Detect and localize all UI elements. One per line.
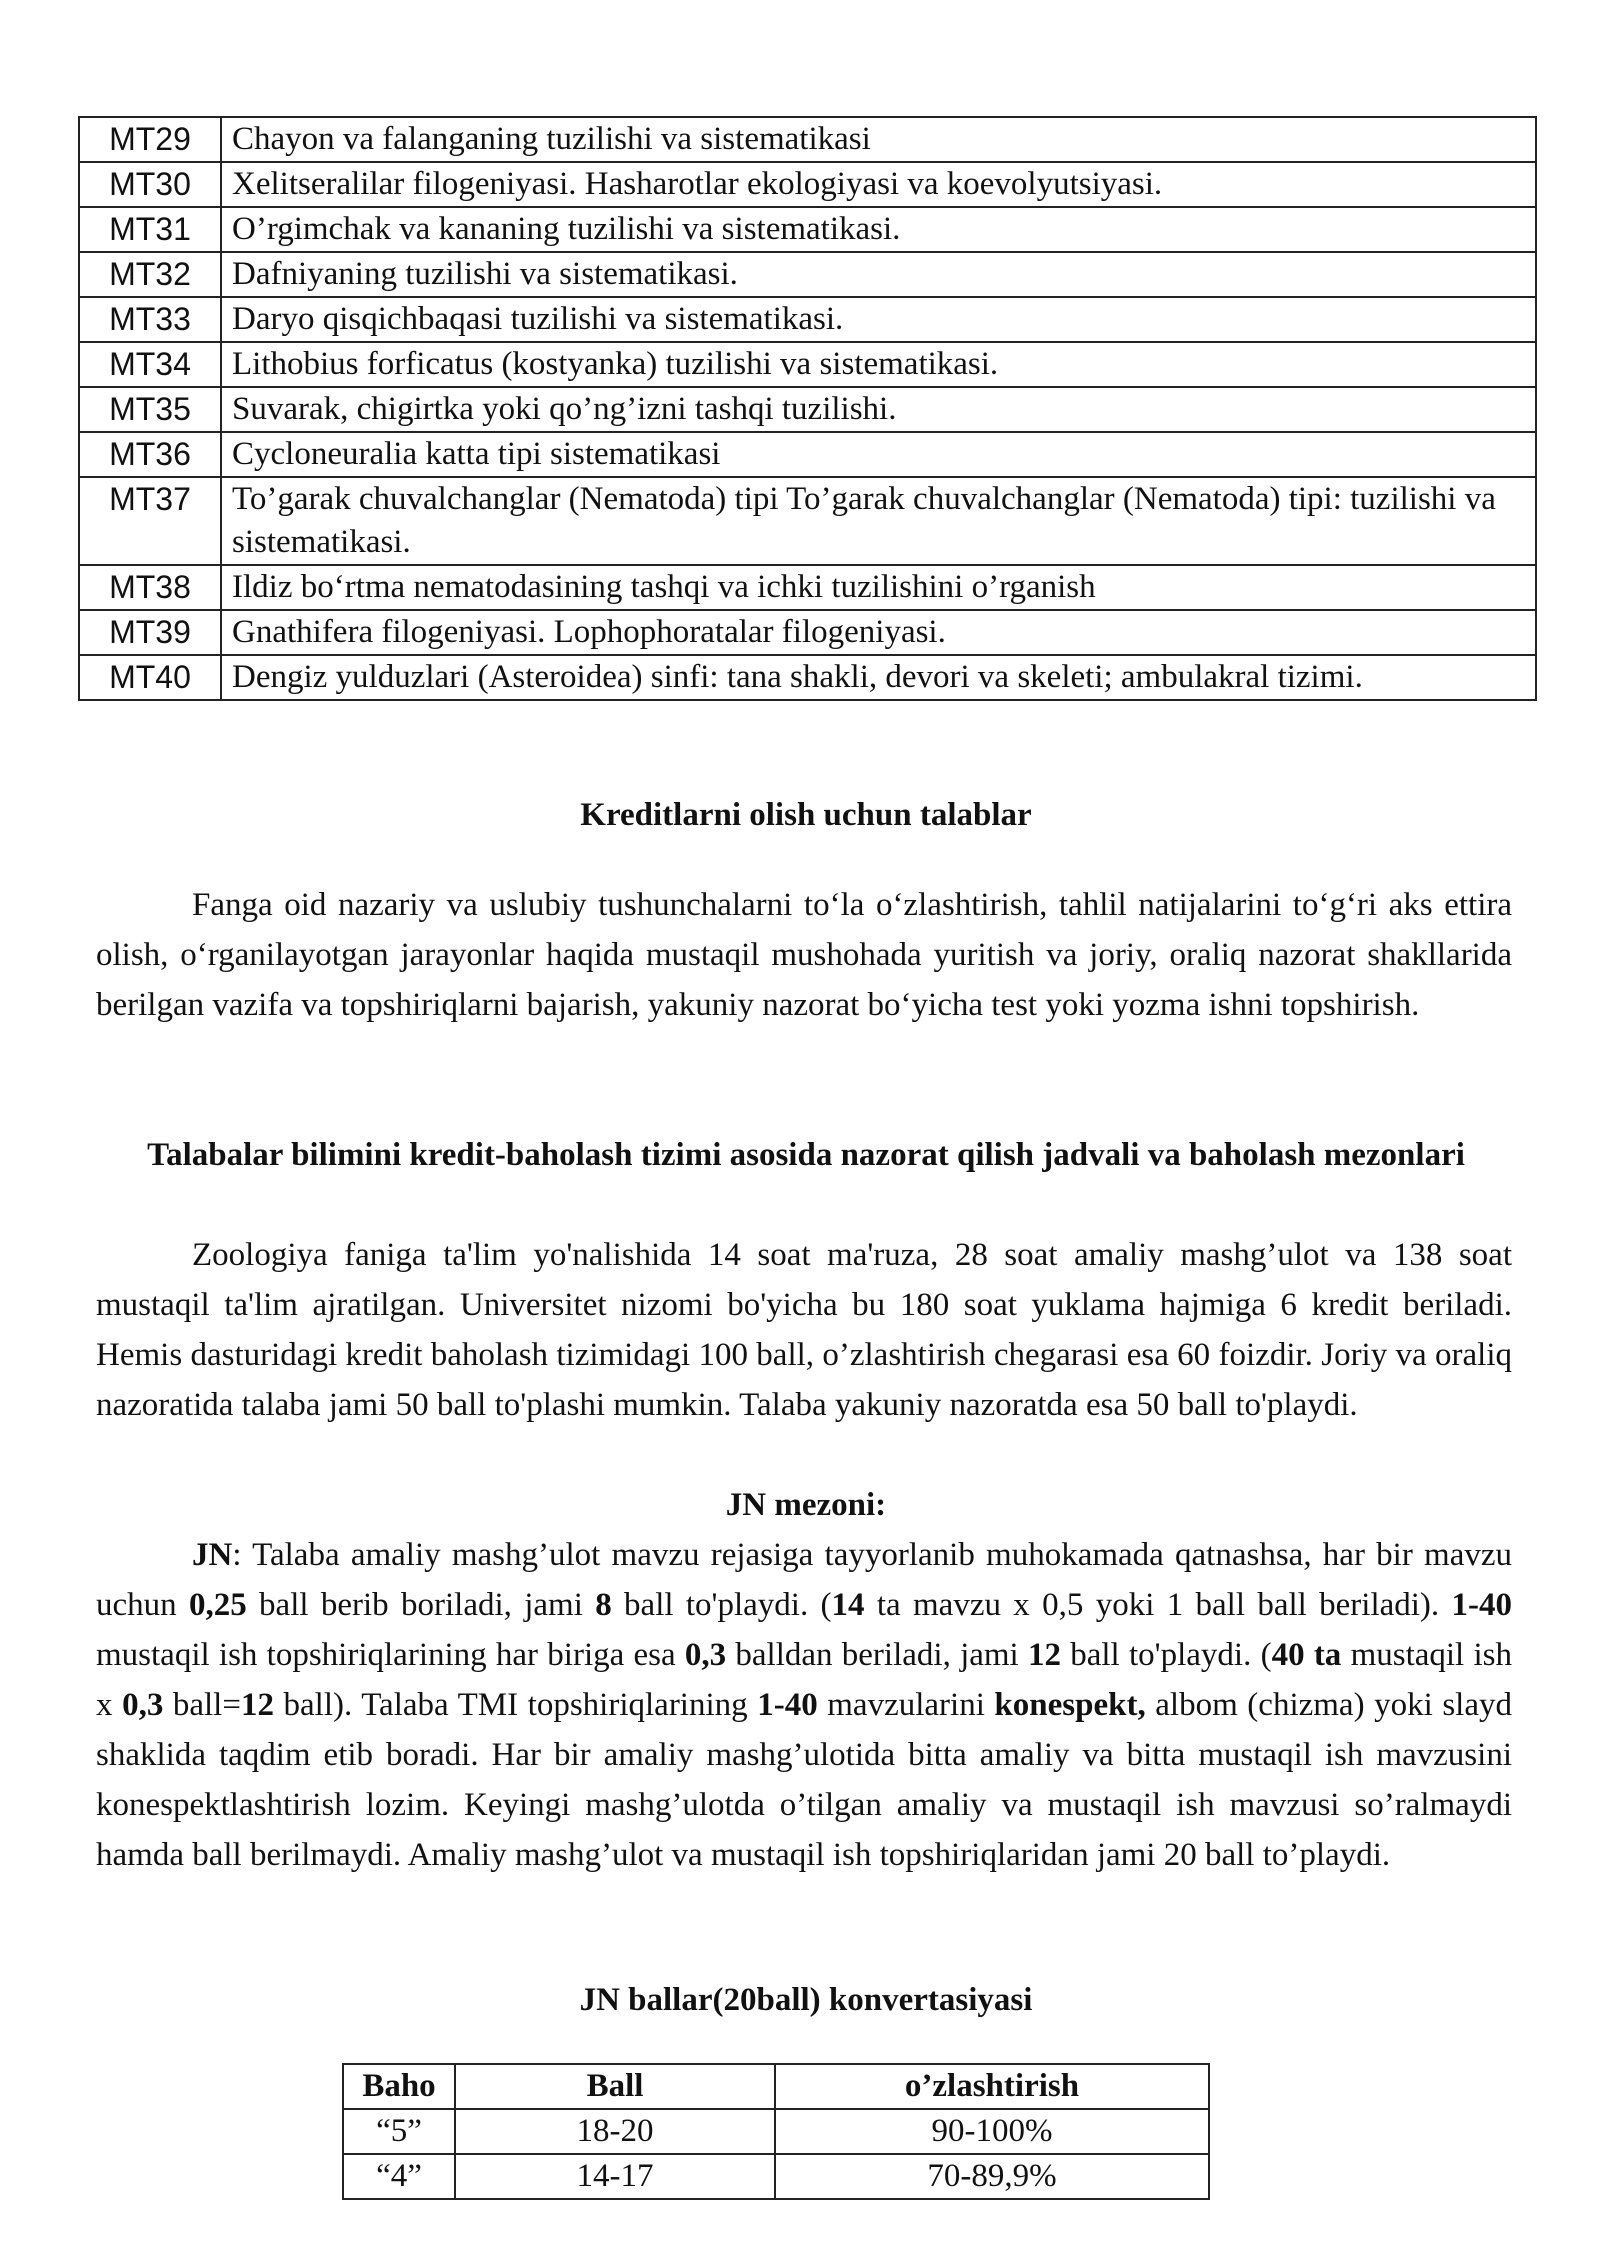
topic-title: Daryo qisqichbaqasi tuzilishi va sistematikasi. — [221, 297, 1536, 342]
table-row — [79, 117, 1536, 162]
table-row — [79, 387, 1536, 432]
assessment-heading: Talabalar bilimini kredit-baholash tizimi asosida nazorat qilish jadvali va baholash mezonlari — [147, 1137, 1465, 1173]
column-header-mastery: o’zlashtirish — [775, 2064, 1209, 2109]
jn-heading: JN mezoni: — [725, 1487, 887, 1523]
jn-bold: 0,3 — [122, 1687, 164, 1723]
topic-title: Xelitseralilar filogeniyasi. Hasharotlar ekologiyasi va koevolyutsiyasi. — [221, 162, 1536, 207]
jn-bold: 12 — [240, 1687, 274, 1723]
topic-title: Dengiz yulduzlari (Asteroidea) sinfi: tana shakli, devori va skeleti; ambulakral tizimi. — [221, 655, 1536, 700]
topic-title: Chayon va falanganing tuzilishi va sistematikasi — [221, 117, 1536, 162]
table-row — [79, 342, 1536, 387]
mastery-cell: 70-89,9% — [775, 2154, 1209, 2199]
jn-bold: 0,3 — [684, 1637, 727, 1673]
topic-code: MT29 — [79, 117, 221, 162]
table-row — [79, 477, 1536, 565]
topic-code: MT40 — [79, 655, 221, 700]
topic-code: MT37 — [79, 477, 221, 565]
jn-text: mavzularini — [817, 1687, 995, 1723]
table-row — [79, 565, 1536, 610]
table-header-row — [343, 2064, 1209, 2109]
score-cell: 18-20 — [455, 2109, 775, 2154]
jn-text: albom (chizma) yoki slayd shaklida taqdim etib boradi. Har bir amaliy mashg’ulotida bitta amaliy va bitta mustaqil ish mavzusini konespektlashtirish lozim. Keyingi mashg’ulotda o’tilgan amaliy va mustaqil ish mavzusi so’ralmaydi hamda ball berilmaydi. Amaliy mashg’ulot va mustaqil ish topshiriqlaridan jami 20 ball to’playdi. — [96, 1687, 1512, 1873]
jn-text: ball= — [163, 1687, 241, 1723]
topic-code: MT31 — [79, 207, 221, 252]
jn-text: ball to'playdi. ( — [611, 1587, 832, 1623]
assessment-paragraph — [96, 1230, 1512, 1430]
grade-cell: “5” — [343, 2109, 455, 2154]
table-row — [343, 2109, 1209, 2154]
mastery-cell: 90-100% — [775, 2109, 1209, 2154]
topic-code: MT32 — [79, 252, 221, 297]
topic-title: Cycloneuralia katta tipi sistematikasi — [221, 432, 1536, 477]
topic-title: To’garak chuvalchanglar (Nematoda) tipi To’garak chuvalchanglar (Nematoda) tipi: tuzilishi va sistematikasi. — [221, 477, 1536, 565]
jn-text: ball to'playdi. ( — [1060, 1637, 1272, 1673]
jn-bold: 0,25 — [188, 1587, 247, 1623]
credits-paragraph — [96, 880, 1512, 1030]
assessment-text: Zoologiya faniga ta'lim yo'nalishida 14 soat ma'ruza, 28 soat amaliy mashg’ulot va 138 soat mustaqil ta'lim ajratilgan. Universitet nizomi bo'yicha bu 180 soat yuklama hajmiga 6 kredit beriladi. Hemis dasturidagi kredit baholash tizimidagi 100 ball, o’zlashtirish chegarasi esa 60 foizdir. Joriy va oraliq nazoratida talaba jami 50 ball to'plashi mumkin. Talaba yakuniy nazoratda esa 50 ball to'playdi. — [96, 1237, 1512, 1423]
jn-bold: konespekt, — [994, 1687, 1146, 1723]
jn-bold: 1-40 — [757, 1687, 818, 1723]
column-header-grade: Baho — [343, 2064, 455, 2109]
jn-lead: JN — [192, 1537, 233, 1573]
jn-bold: 12 — [1027, 1637, 1061, 1673]
table-row — [79, 207, 1536, 252]
topic-title: O’rgimchak va kananing tuzilishi va sistematikasi. — [221, 207, 1536, 252]
jn-text: mustaqil ish topshiriqlarining har biriga esa — [96, 1637, 685, 1673]
topic-title: Gnathifera filogeniyasi. Lophophoratalar filogeniyasi. — [221, 610, 1536, 655]
jn-text: ta mavzu x 0,5 yoki 1 ball ball beriladi). — [864, 1587, 1452, 1623]
jn-text: balldan beriladi, jami — [726, 1637, 1028, 1673]
topic-code: MT30 — [79, 162, 221, 207]
topic-title: Suvarak, chigirtka yoki qo’ng’izni tashqi tuzilishi. — [221, 387, 1536, 432]
credits-heading: Kreditlarni olish uchun talablar — [580, 797, 1032, 833]
table-row — [79, 297, 1536, 342]
conversion-heading: JN ballar(20ball) konvertasiyasi — [579, 1982, 1033, 2018]
topic-title: Dafniyaning tuzilishi va sistematikasi. — [221, 252, 1536, 297]
table-row — [343, 2154, 1209, 2199]
score-cell: 14-17 — [455, 2154, 775, 2199]
topic-code: MT38 — [79, 565, 221, 610]
jn-bold: 1-40 — [1451, 1587, 1512, 1623]
topics-table — [78, 116, 1537, 701]
jn-bold: 8 — [595, 1587, 612, 1623]
jn-bold: 14 — [831, 1587, 865, 1623]
credits-text: Fanga oid nazariy va uslubiy tushunchalarni to‘la o‘zlashtirish, tahlil natijalarini to‘g‘ri aks ettira olish, o‘rganilayotgan jarayonlar haqida mustaqil mushohada yuritish va joriy, oraliq nazorat shakllarida berilgan vazifa va topshiriqlarni bajarish, yakuniy nazorat bo‘yicha test yoki yozma ishni topshirish. — [96, 887, 1512, 1023]
table-row — [79, 252, 1536, 297]
table-row — [79, 655, 1536, 700]
table-row — [79, 610, 1536, 655]
table-row — [79, 162, 1536, 207]
jn-text: : Talaba amaliy mashg’ulot mavzu rejasiga tayyorlanib muhokamada qatnashsa, har bir mavzu uchun — [96, 1537, 1512, 1623]
topic-code: MT39 — [79, 610, 221, 655]
topic-code: MT36 — [79, 432, 221, 477]
table-row — [79, 432, 1536, 477]
conversion-table — [342, 2063, 1210, 2200]
topic-code: MT34 — [79, 342, 221, 387]
topic-code: MT35 — [79, 387, 221, 432]
topic-title: Ildiz bo‘rtma nematodasining tashqi va ichki tuzilishini o’rganish — [221, 565, 1536, 610]
column-header-score: Ball — [455, 2064, 775, 2109]
topic-code: MT33 — [79, 297, 221, 342]
jn-paragraph — [96, 1530, 1512, 1880]
jn-text: mustaqil ish x — [96, 1637, 1512, 1723]
topic-title: Lithobius forficatus (kostyanka) tuzilishi va sistematikasi. — [221, 342, 1536, 387]
jn-text: ball). Talaba TMI topshiriqlarining — [273, 1687, 758, 1723]
jn-bold: 40 ta — [1271, 1637, 1342, 1673]
grade-cell: “4” — [343, 2154, 455, 2199]
jn-text: ball berib boriladi, jami — [246, 1587, 596, 1623]
